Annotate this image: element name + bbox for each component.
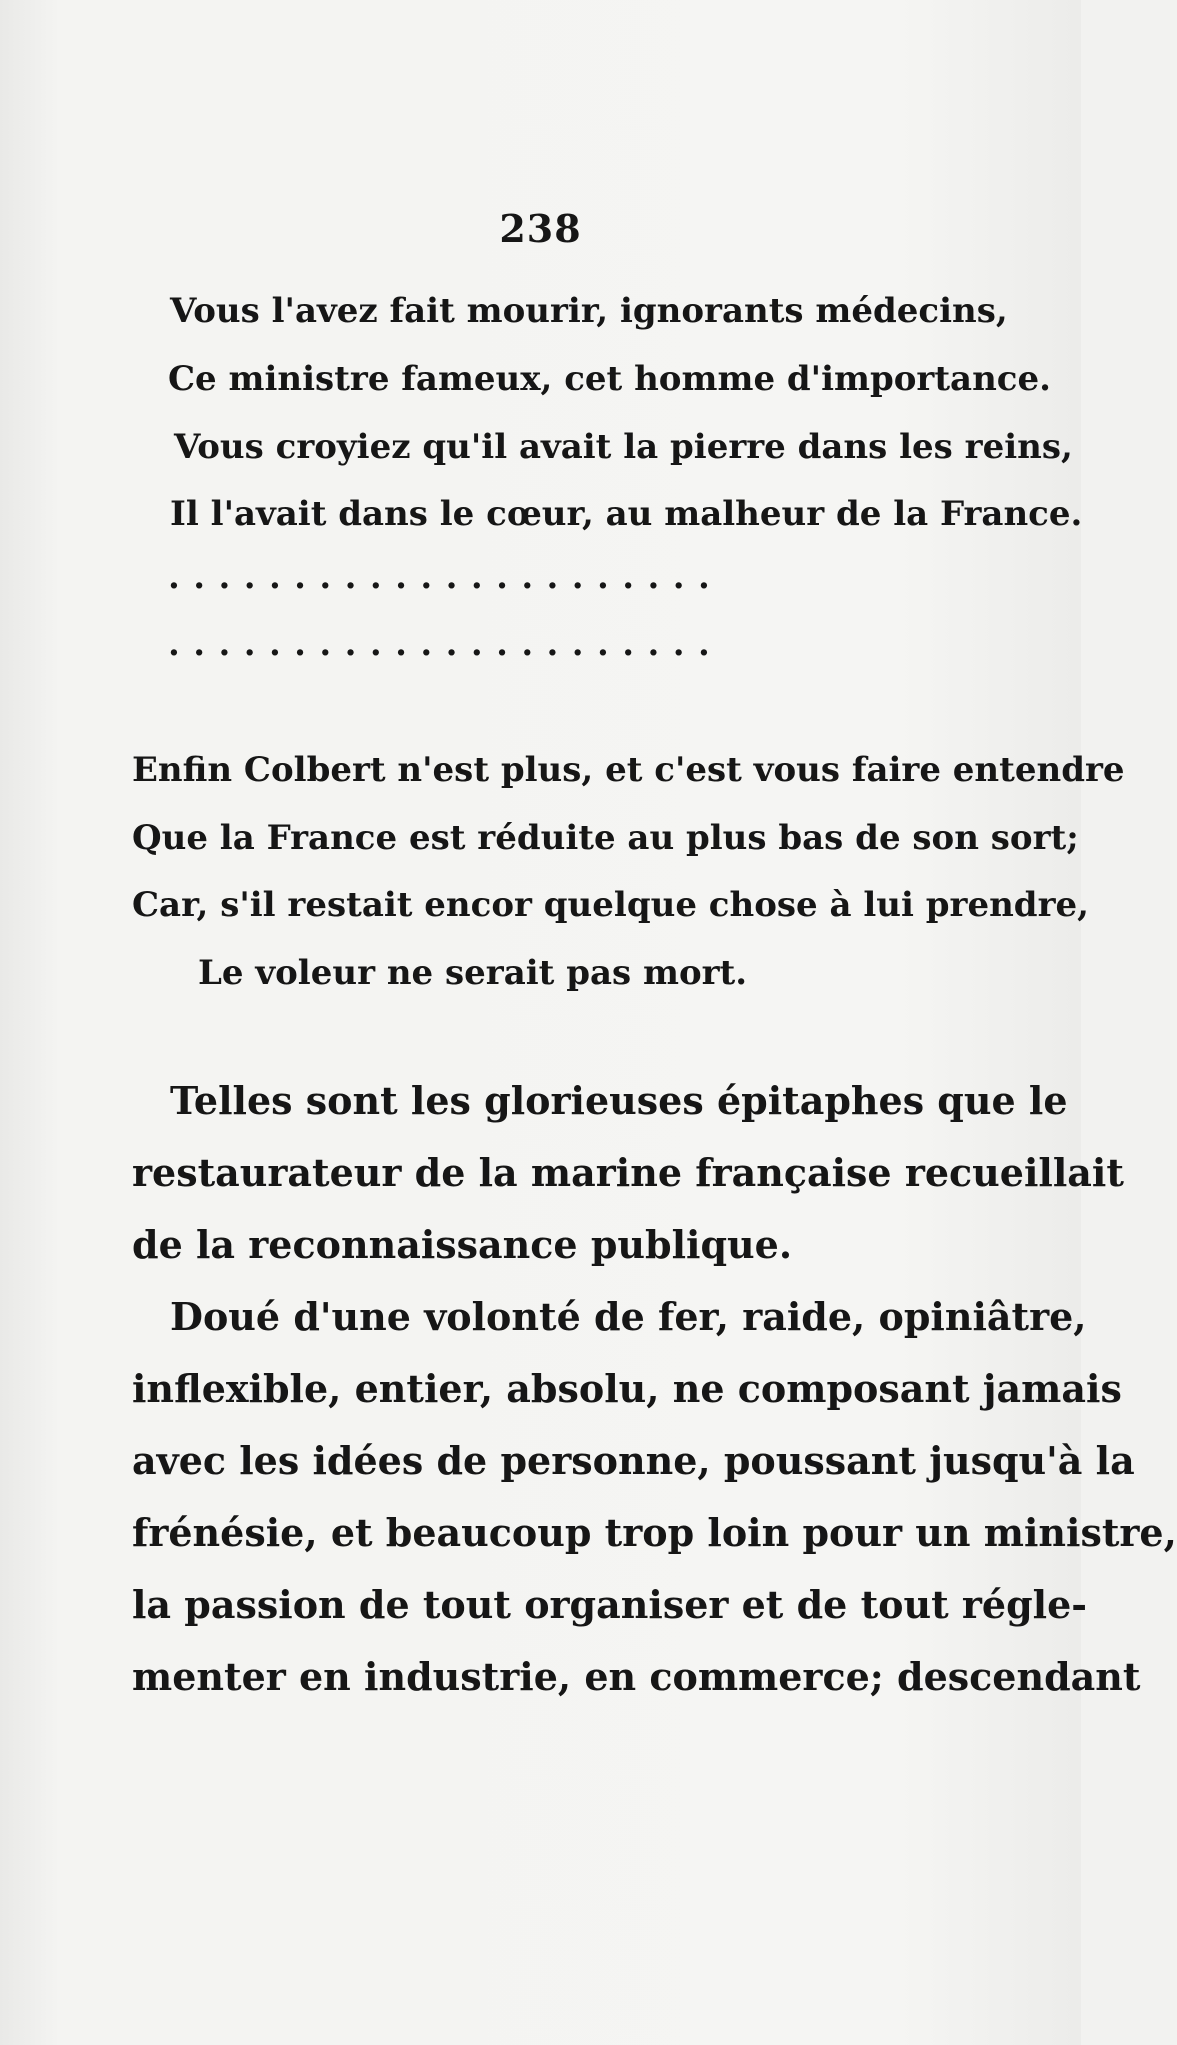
paragraph-line: frénésie, et beaucoup trop loin pour un ministre, <box>132 1510 1177 1555</box>
paragraph-line: restaurateur de la marine française recueillait <box>132 1150 1124 1195</box>
paragraph-line: Telles sont les glorieuses épitaphes que le <box>170 1078 1068 1123</box>
ellipsis-row: ...................... <box>168 557 724 597</box>
paragraph-line: de la reconnaissance publique. <box>132 1222 793 1267</box>
page-number: 238 <box>499 206 582 251</box>
paragraph-line: avec les idées de personne, poussant jusqu'à la <box>132 1438 1135 1483</box>
verse-line: Vous l'avez fait mourir, ignorants médecins, <box>170 291 1008 331</box>
paragraph-line: Doué d'une volonté de fer, raide, opiniâtre, <box>170 1294 1087 1339</box>
verse-line: Que la France est réduite au plus bas de son sort; <box>132 818 1079 858</box>
verse-line: Il l'avait dans le cœur, au malheur de la France. <box>170 494 1083 534</box>
verse-line: Le voleur ne serait pas mort. <box>198 953 748 993</box>
ellipsis-row: ...................... <box>168 624 724 664</box>
verse-line: Vous croyiez qu'il avait la pierre dans les reins, <box>174 427 1073 467</box>
verse-line: Car, s'il restait encor quelque chose à lui prendre, <box>132 885 1089 925</box>
paragraph-line: inflexible, entier, absolu, ne composant jamais <box>132 1366 1122 1411</box>
verse-line: Enfin Colbert n'est plus, et c'est vous faire entendre <box>132 750 1125 790</box>
paragraph-line: la passion de tout organiser et de tout régle- <box>132 1582 1088 1627</box>
paragraph-line: menter en industrie, en commerce; descendant <box>132 1654 1141 1699</box>
verse-line: Ce ministre fameux, cet homme d'importance. <box>168 359 1051 399</box>
